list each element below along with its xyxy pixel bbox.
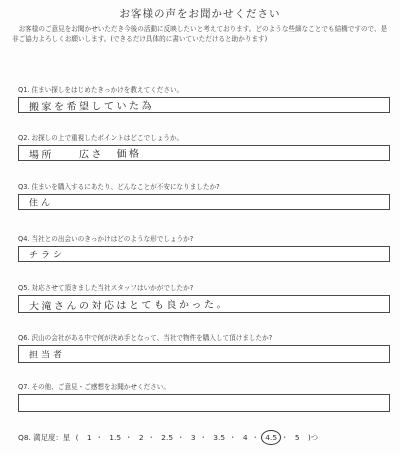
question-5-label bbox=[18, 284, 390, 293]
form-intro: お客様のご意見をお聞かせいただき今後の活動に反映したいと考えております。どのような些細なことでも結構ですので、是非ご協力よろしくお願いします。(できるだけ具体的に書いていただけると助かります) bbox=[12, 25, 388, 43]
question-3 bbox=[18, 183, 390, 210]
satisfaction-rating: Q8. 満足度：星 ( 1 ・ 1.5 ・ 2 ・ 2.5 ・ 3 ・ 3.5 ・ 4 ・ 4.5 ・ 5 )つ bbox=[18, 433, 319, 442]
rating-option-4-5[interactable]: 4.5 bbox=[265, 433, 278, 442]
rating-option-5[interactable]: 5 bbox=[294, 433, 300, 442]
rating-option-3[interactable]: 3 bbox=[190, 433, 196, 442]
rating-option-2[interactable]: 2 bbox=[138, 433, 144, 442]
question-1-text: 住まい探しをはじめたきっかけを教えてください。 bbox=[31, 86, 184, 94]
answer-2-text: 場所 広さ 価格 bbox=[28, 148, 142, 162]
answer-2-box[interactable] bbox=[18, 145, 390, 161]
question-1 bbox=[18, 86, 390, 113]
rating-label: 満足度：星 bbox=[33, 433, 71, 442]
question-1-number: Q1. bbox=[18, 86, 30, 94]
question-5-number: Q5. bbox=[18, 284, 30, 292]
question-2-label bbox=[18, 134, 390, 143]
answer-3-text: 住ん bbox=[28, 198, 54, 209]
answer-4-text: チラシ bbox=[28, 250, 66, 261]
rating-option-4[interactable]: 4 bbox=[242, 433, 248, 442]
answer-3-box[interactable] bbox=[18, 194, 390, 210]
rating-close-paren: )つ bbox=[307, 433, 319, 442]
question-6 bbox=[18, 334, 390, 363]
question-1-label bbox=[18, 86, 390, 95]
answer-4-box[interactable] bbox=[18, 246, 390, 262]
rating-option-3-5[interactable]: 3.5 bbox=[213, 433, 226, 442]
question-7-label bbox=[18, 383, 390, 392]
answer-6-text: 担当者 bbox=[28, 350, 66, 361]
question-3-label bbox=[18, 183, 390, 192]
answer-5-box[interactable] bbox=[18, 295, 390, 313]
answer-1-box[interactable] bbox=[18, 97, 390, 113]
answer-7-box[interactable] bbox=[18, 394, 390, 412]
rating-option-1-5[interactable]: 1.5 bbox=[109, 433, 122, 442]
question-3-number: Q3. bbox=[18, 183, 30, 191]
rating-option-1[interactable]: 1 bbox=[86, 433, 92, 442]
question-6-text: 沢山の会社がある中で何が決め手となって、当社で物件を購入して頂けましたか? bbox=[31, 334, 273, 342]
question-4-number: Q4. bbox=[18, 235, 30, 243]
answer-6-box[interactable] bbox=[18, 345, 390, 363]
rating-option-2-5[interactable]: 2.5 bbox=[161, 433, 174, 442]
question-2 bbox=[18, 134, 390, 161]
question-5-text: 対応させて頂きました当社スタッフはいかがでしたか? bbox=[31, 284, 194, 292]
rating-number: Q8. bbox=[18, 433, 31, 442]
answer-5-text: 大滝さんの対応はとても良かった。 bbox=[28, 299, 230, 313]
answer-1-text: 搬家を希望していた為 bbox=[28, 100, 155, 114]
question-6-label bbox=[18, 334, 390, 343]
question-2-text: お探しの上で重視したポイントはどこでしょうか。 bbox=[31, 134, 184, 142]
question-2-number: Q2. bbox=[18, 134, 30, 142]
question-4 bbox=[18, 235, 390, 262]
question-3-text: 住まいを購入するにあたり、どんなことが不安になりましたか? bbox=[31, 183, 220, 191]
question-7-number: Q7. bbox=[18, 383, 30, 391]
question-6-number: Q6. bbox=[18, 334, 30, 342]
rating-open-paren: ( bbox=[75, 433, 79, 442]
form-title: お客様の声をお聞かせください bbox=[119, 8, 281, 20]
question-5 bbox=[18, 284, 390, 313]
question-7 bbox=[18, 383, 390, 412]
question-4-text: 当社との出会いのきっかけはどのような形でしょうか? bbox=[31, 235, 194, 243]
question-7-text: その他、ご意見・ご感想をお聞かせください。 bbox=[31, 383, 170, 391]
question-4-label bbox=[18, 235, 390, 244]
